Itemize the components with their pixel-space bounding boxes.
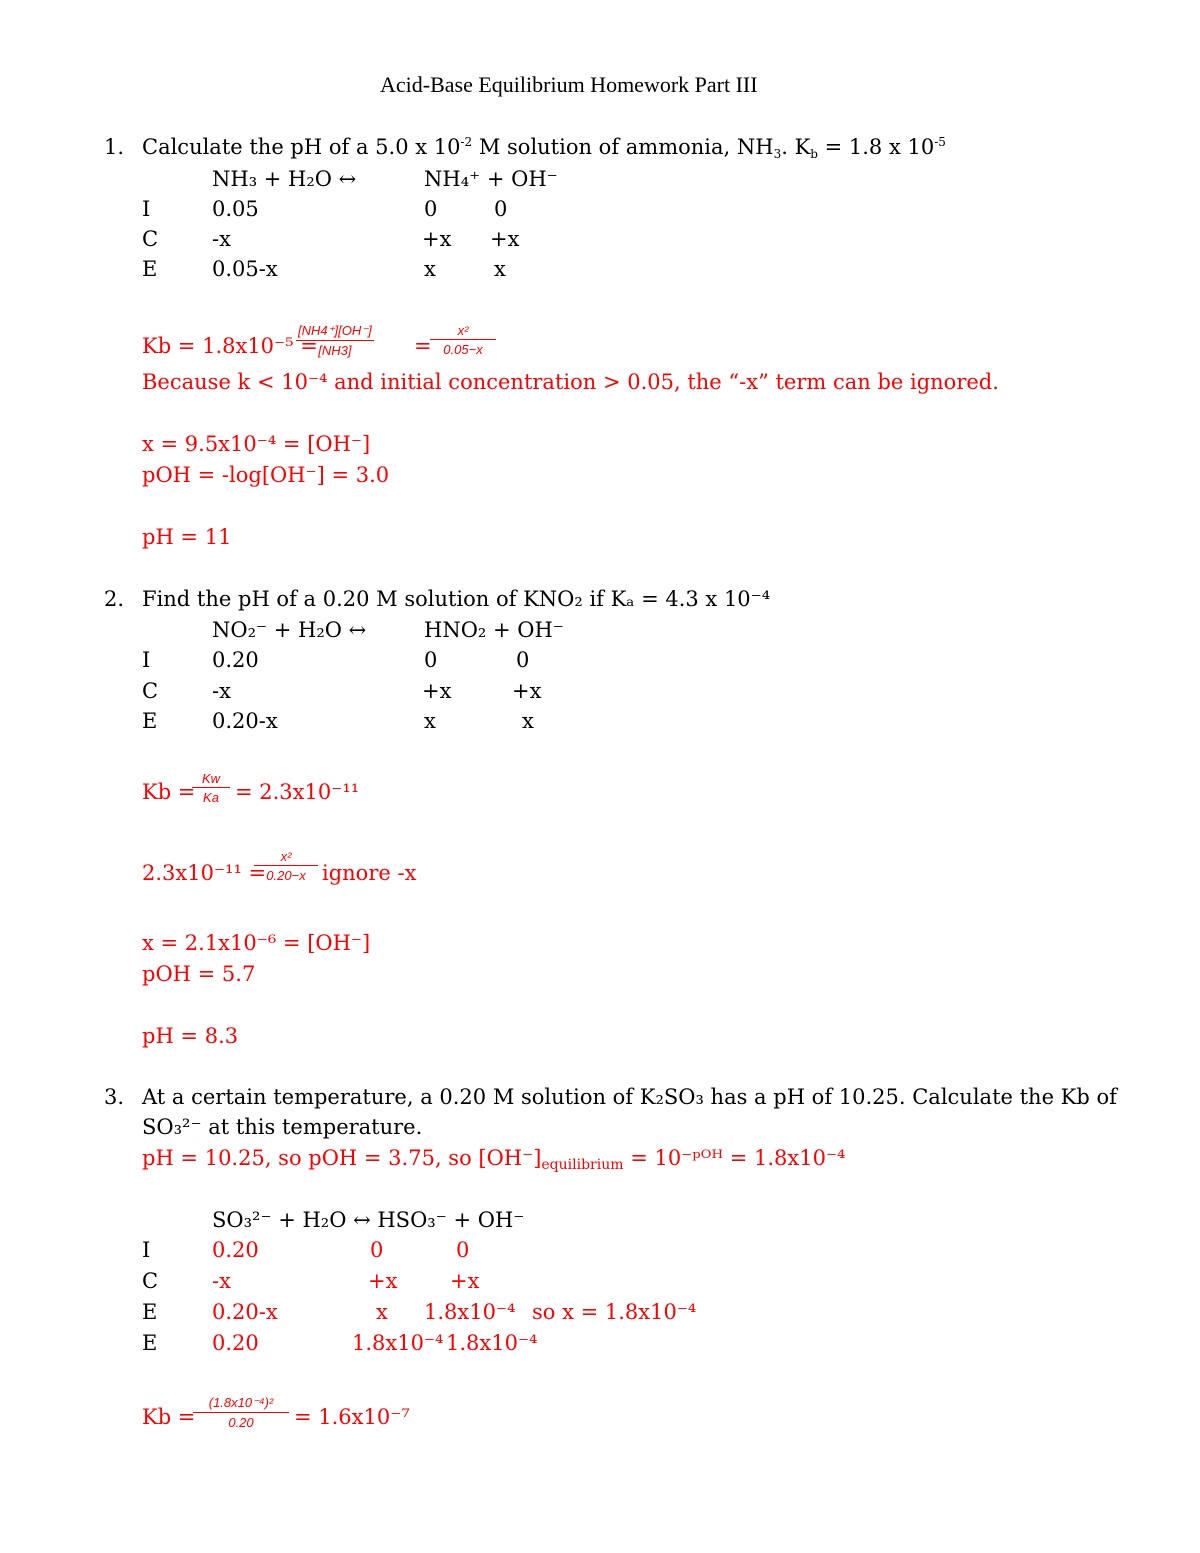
q2-ice-cell: 0	[516, 648, 530, 672]
q3-ice-cell: 0.20-x	[212, 1300, 278, 1324]
q3-fraction-denominator: 0.20	[228, 1415, 254, 1430]
q1-equation-left: NH₃ + H₂O ↔	[212, 167, 357, 191]
q2-ice-label: E	[142, 709, 158, 733]
q3-ph-line: pH = 10.25, so pOH = 3.75, so $[OH^-]_{equilibrium}$ = 10⁻ᵖᴼᴴ = 1.8x10⁻⁴	[142, 1146, 846, 1173]
q3-equation: SO₃²⁻ + H₂O ↔ HSO₃⁻ + OH⁻	[212, 1208, 525, 1232]
q1-equals: =	[414, 334, 432, 358]
q2-fraction-x	[254, 849, 318, 883]
q2-ph-result: pH = 8.3	[142, 1024, 239, 1048]
q1-x-result: x = 9.5x10⁻⁴ = [OH⁻]	[142, 432, 371, 456]
q3-fraction	[193, 1395, 289, 1430]
q3-ice-label: C	[142, 1269, 159, 1293]
q1-fraction-x-denominator: 0.05−x	[443, 342, 483, 357]
q1-kb-expression: Kb = 1.8x10⁻⁵ =	[142, 334, 318, 358]
q3-ice-label: I	[142, 1238, 151, 1262]
q1-fraction-x	[430, 323, 496, 357]
q1-equation-right: NH₄⁺ + OH⁻	[424, 167, 558, 191]
q3-ice-cell: +x	[368, 1269, 398, 1293]
q3-ice-cell: x	[376, 1300, 388, 1324]
q3-fraction-numerator: (1.8x10⁻⁴)²	[193, 1395, 289, 1413]
q2-kb-label: Kb =	[142, 780, 196, 804]
q2-ignore-note: ignore -x	[322, 861, 417, 885]
q3-ice-label: E	[142, 1331, 158, 1355]
q2-equation-line: 2.3x10⁻¹¹ =	[142, 861, 267, 885]
q3-ice-cell: 1.8x10⁻⁴	[352, 1331, 444, 1355]
q2-fraction-x-denominator: 0.20−x	[266, 868, 306, 883]
q3-ice-cell: 0	[370, 1238, 384, 1262]
q1-ice-cell: +x	[490, 227, 520, 251]
q1-ice-label: E	[142, 257, 158, 281]
q3-question-line2: SO₃²⁻ at this temperature.	[142, 1115, 423, 1139]
q2-number: 2.	[104, 587, 125, 611]
q3-ice-label: E	[142, 1300, 158, 1324]
q2-ice-cell: 0.20-x	[212, 709, 278, 733]
q1-fraction-numerator: [NH4⁺][OH⁻]	[296, 323, 374, 341]
q2-ice-cell: +x	[422, 679, 452, 703]
q3-ice-cell: 0.20	[212, 1238, 259, 1262]
q2-ice-label: C	[142, 679, 159, 703]
q3-ice-cell: -x	[212, 1269, 231, 1293]
q2-ice-cell: x	[522, 709, 534, 733]
q2-ice-label: I	[142, 648, 151, 672]
q1-fraction-x-numerator: x²	[430, 323, 496, 340]
q3-ice-cell: 1.8x10⁻⁴	[424, 1300, 516, 1324]
q1-ice-cell: +x	[422, 227, 452, 251]
q2-fraction-kw-ka	[192, 771, 230, 805]
q1-ph-result: pH = 11	[142, 525, 232, 549]
q2-x-result: x = 2.1x10⁻⁶ = [OH⁻]	[142, 931, 371, 955]
page-title: Acid-Base Equilibrium Homework Part III	[380, 72, 758, 97]
q3-ice-cell: 0	[456, 1238, 470, 1262]
q2-ice-cell: 0.20	[212, 648, 259, 672]
q2-ice-cell: x	[424, 709, 436, 733]
q2-poh-result: pOH = 5.7	[142, 962, 256, 986]
q1-ice-cell: 0	[424, 197, 438, 221]
q2-ice-cell: -x	[212, 679, 231, 703]
q1-ice-cell: 0.05	[212, 197, 259, 221]
q3-ice-cell: 1.8x10⁻⁴	[446, 1331, 538, 1355]
q3-ice-cell: +x	[450, 1269, 480, 1293]
q1-ice-cell: 0	[494, 197, 508, 221]
q1-ice-cell: -x	[212, 227, 231, 251]
q2-fraction-x-numerator: x²	[254, 849, 318, 866]
q1-ice-cell: 0.05-x	[212, 257, 278, 281]
q3-kb-result: = 1.6x10⁻⁷	[294, 1405, 410, 1429]
q2-kb-result: = 2.3x10⁻¹¹	[235, 780, 360, 804]
q1-note: Because k < 10⁻⁴ and initial concentration > 0.05, the “-x” term can be ignored.	[142, 370, 999, 394]
q2-ice-cell: +x	[512, 679, 542, 703]
q2-fraction-denominator: Ka	[203, 790, 219, 805]
q1-ice-cell: x	[424, 257, 436, 281]
q2-equation-right: HNO₂ + OH⁻	[424, 618, 564, 642]
q2-question: Find the pH of a 0.20 M solution of KNO₂ if Kₐ = 4.3 x 10⁻⁴	[142, 587, 771, 611]
q2-fraction-numerator: Kw	[192, 771, 230, 788]
q2-equation-left: NO₂⁻ + H₂O ↔	[212, 618, 367, 642]
q1-fraction-concentrations	[296, 323, 374, 358]
q1-fraction-denominator: [NH3]	[318, 343, 352, 358]
q1-poh-result: pOH = -log[OH⁻] = 3.0	[142, 463, 390, 487]
q1-ice-label: C	[142, 227, 159, 251]
q3-ice-cell: 0.20	[212, 1331, 259, 1355]
q1-ice-label: I	[142, 197, 151, 221]
q1-number: 1.	[104, 135, 125, 159]
q2-ice-cell: 0	[424, 648, 438, 672]
q1-ice-cell: x	[494, 257, 506, 281]
q3-question-line1: At a certain temperature, a 0.20 M solution of K₂SO₃ has a pH of 10.25. Calculate the Kb of	[142, 1085, 1117, 1109]
q3-ice-note: so x = 1.8x10⁻⁴	[532, 1300, 697, 1324]
q3-number: 3.	[104, 1085, 125, 1109]
q1-question: Calculate the pH of a 5.0 x $10^{-2}$ M solution of ammonia, $NH_3$. $K_b = 1.8$ x $10^{-5}$	[142, 135, 946, 161]
q3-kb-label: Kb =	[142, 1405, 196, 1429]
